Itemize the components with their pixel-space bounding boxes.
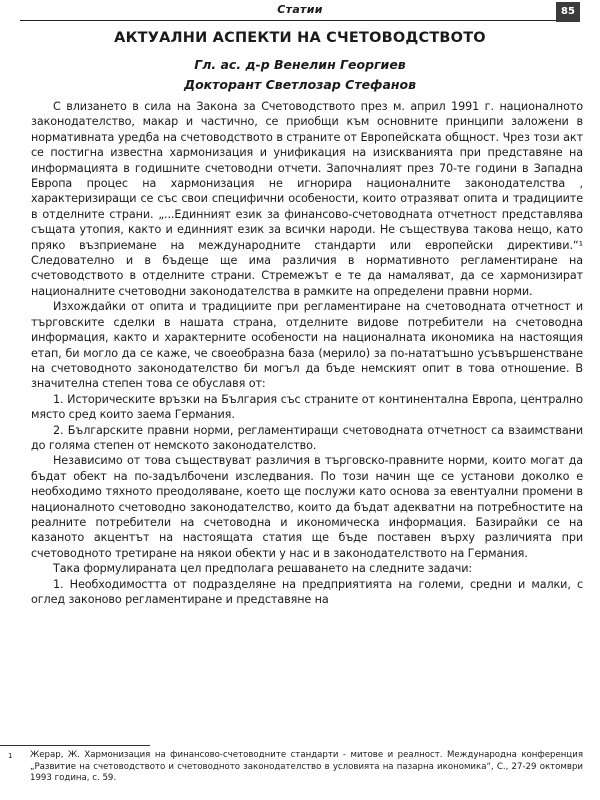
- author-1: Гл. ас. д-р Венелин Георгиев: [194, 57, 406, 72]
- footnote-divider: [0, 745, 150, 746]
- paragraph-4: Така формулираната цел предполага решаването на следните задачи:: [53, 562, 473, 576]
- paragraph-1: С влизането в сила на Закона за Счетоводството през м. април 1991 г. националното законодателство, макар и частично, се приобщи към основните принципи заложени в нормативната уредба на счетоводството в страните от Европейската общност. Чрез този акт се постигна известна хармонизация и унификация на изискванията при представяне на информацията в годишните счетоводни отчети. Започналият през 70-те години в Западна Европа процес на хармонизация не игнорира националните законодателства , характеризиращи се със свои специфични особености, които отразяват опита и традициите в отделните страни. „...Единният език за финансово-счетоводната отчетност представлява същата утопия, както и единният език за всички народи. Не съществува такова нещо, като пряко възприемане на международните стандарти или европейски директиви.“¹ Следователно и в бъдеще ще има различия в нормативното регламентиране на счетоводството в отделните страни. Стремежът е те да намаляват, да се хармонизират националните счетоводни законодателства в рамките на определени правни норми.: [31, 100, 583, 298]
- page-number: 85: [556, 2, 580, 22]
- list-item-1: 1. Историческите връзки на България със страните от континентална Европа, централно място сред които заема Германия.: [31, 392, 583, 422]
- author-2: Докторант Светлозар Стефанов: [183, 77, 417, 92]
- paragraph-2: Изхождайки от опита и традициите при регламентиране на счетоводната отчетност и търговските сделки в нашата страна, отделните видове потребители на счетоводна информация, както и характерните особености на националната икономика на настоящия етап, би могло да се каже, че своеобразна база (мерило) за по-нататъшно усъвършенстване на счетоводното законодателство би могъл да бъде немският опит в това отношение. В значителна степен това се обуславя от:: [31, 300, 583, 391]
- list-item-2: 2. Българските правни норми, регламентиращи счетоводната отчетност са взаимствани до голяма степен от немското законодателство.: [31, 423, 583, 452]
- paragraph-3: Независимо от това съществуват различия в търговско-правните норми, които могат да бъдат обект на по-задълбочени изследвания. По този начин ще се установи доколко е необходимо тяхното преодоляване, което ще послужи като основа за евентуални промени в националното счетоводно законодателство, които да бъдат адекватни на потребностите на реалните потребители на счетоводна и икономическа информация. Базирайки се на казаното акцентът на настоящата статия ще бъде поставен върху различията при счетоводното третиране на някои обекти у нас и в законодателството на Германия.: [31, 454, 583, 560]
- footnote-text: Жерар, Ж. Хармонизация на финансово-счетоводните стандарти - митове и реалност. Международна конференция „Развитие на счетоводството и счетоводното законодателство в условията на пазарна икономика“, С., 27-29 октомври 1993 година, с. 59.: [30, 750, 583, 783]
- article-title: АКТУАЛНИ АСПЕКТИ НА СЧЕТОВОДСТВОТО: [114, 30, 486, 46]
- running-title: Статии: [277, 3, 323, 16]
- author-block: [0, 55, 600, 95]
- task-item-1: 1. Необходимостта от подразделяне на предприятията на големи, средни и малки, с оглед законово регламентиране и представяне на: [31, 577, 583, 606]
- footnote: [8, 750, 583, 785]
- running-header: [20, 3, 580, 21]
- footnote-mark: 1: [8, 752, 13, 760]
- article-body: [31, 99, 583, 607]
